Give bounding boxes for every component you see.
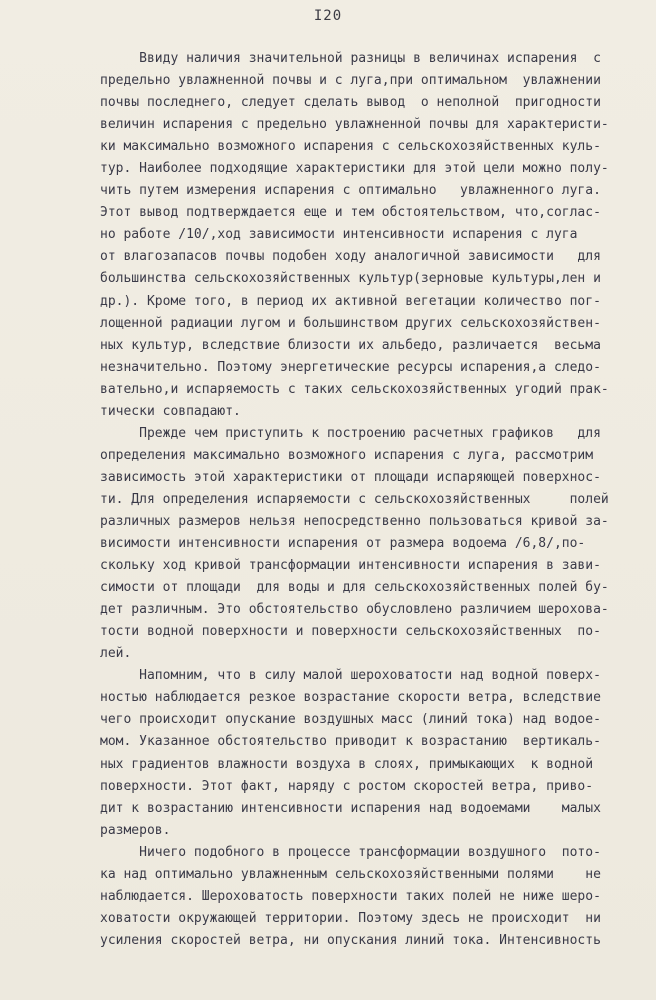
text-line: дет различным. Это обстоятельство обусловлено различием шерохова-	[100, 602, 609, 618]
text-line: ти. Для определения испаряемости с сельскохозяйственных полей	[100, 491, 609, 507]
text-line: величин испарения с предельно увлажненной почвы для характеристи-	[100, 117, 609, 133]
text-line: тости водной поверхности и поверхности сельскохозяйственных по-	[100, 624, 601, 640]
text-line: определения максимально возможного испарения с луга, рассмотрим	[100, 447, 594, 463]
text-line: ки максимально возможного испарения с сельскохозяйственных куль-	[100, 139, 601, 155]
text-line: тур. Наиболее подходящие характеристики для этой цели можно полу-	[100, 161, 609, 177]
text-line: Напомним, что в силу малой шероховатости над водной поверх-	[100, 668, 601, 684]
text-line: наблюдается. Шероховатость поверхности таких полей не ниже шеро-	[100, 888, 601, 904]
text-line: Ввиду наличия значительной разницы в величинах испарения с	[100, 51, 601, 66]
text-line: лощенной радиации лугом и большинством других сельскохозяйствен-	[100, 315, 601, 331]
text-line: висимости интенсивности испарения от размера водоема /6,8/,по-	[100, 536, 586, 552]
text-line: дит к возрастанию интенсивности испарения над водоемами малых	[100, 800, 601, 816]
text-line: почвы последнего, следует сделать вывод о неполной пригодности	[100, 95, 601, 111]
text-line: ных градиентов влажности воздуха в слоях, примыкающих к водной	[100, 756, 594, 772]
text-line: чего происходит опускание воздушных масс (линий тока) над водое-	[100, 712, 601, 728]
text-line: от влагозапасов почвы подобен ходу аналогичной зависимости для	[100, 249, 601, 265]
text-line: мом. Указанное обстоятельство приводит к возрастанию вертикаль-	[100, 734, 601, 750]
text-line: незначительно. Поэтому энергетические ресурсы испарения,а следо-	[100, 359, 601, 375]
text-line: Этот вывод подтверждается еще и тем обстоятельством, что,соглас-	[100, 205, 601, 221]
text-line: ностью наблюдается резкое возрастание скорости ветра, вследствие	[100, 690, 601, 706]
text-line: тически совпадают.	[100, 403, 241, 419]
text-line: лей.	[100, 646, 132, 662]
page-number: I20	[313, 8, 343, 24]
text-line: Прежде чем приступить к построению расчетных графиков для	[100, 425, 601, 441]
text-line: ных культур, вследствие близости их альбедо, различается весьма	[100, 337, 601, 353]
text-line: зависимость этой характеристики от площади испаряющей поверхнос-	[100, 469, 601, 485]
text-line: предельно увлажненной почвы и с луга,при оптимальном увлажнении	[100, 73, 601, 89]
text-line: скольку ход кривой трансформации интенсивности испарения в зави-	[100, 558, 601, 574]
text-line: усиления скоростей ветра, ни опускания линий тока. Интенсивность	[100, 932, 601, 948]
text-line: поверхности. Этот факт, наряду с ростом скоростей ветра, приво-	[100, 778, 594, 794]
text-line: размеров.	[100, 822, 171, 838]
text-line: симости от площади для воды и для сельскохозяйственных полей бу-	[100, 580, 609, 596]
text-line: Ничего подобного в процессе трансформации воздушного пото-	[100, 844, 601, 860]
text-line: др.). Кроме того, в период их активной вегетации количество пог-	[100, 293, 601, 309]
text-line: но работе /10/,ход зависимости интенсивности испарения с луга	[100, 227, 578, 243]
text-line: различных размеров нельзя непосредственно пользоваться кривой за-	[100, 513, 609, 529]
text-line: ка над оптимально увлажненным сельскохозяйственными полями не	[100, 866, 601, 882]
text-line: вательно,и испаряемость с таких сельскохозяйственных угодий прак-	[100, 381, 609, 397]
text-line: чить путем измерения испарения с оптимально увлажненного луга.	[100, 183, 601, 199]
body-text	[100, 48, 620, 952]
text-line: ховатости окружающей территории. Поэтому здесь не происходит ни	[100, 910, 601, 926]
text-line: большинства сельскохозяйственных культур(зерновые культуры,лен и	[100, 271, 601, 287]
